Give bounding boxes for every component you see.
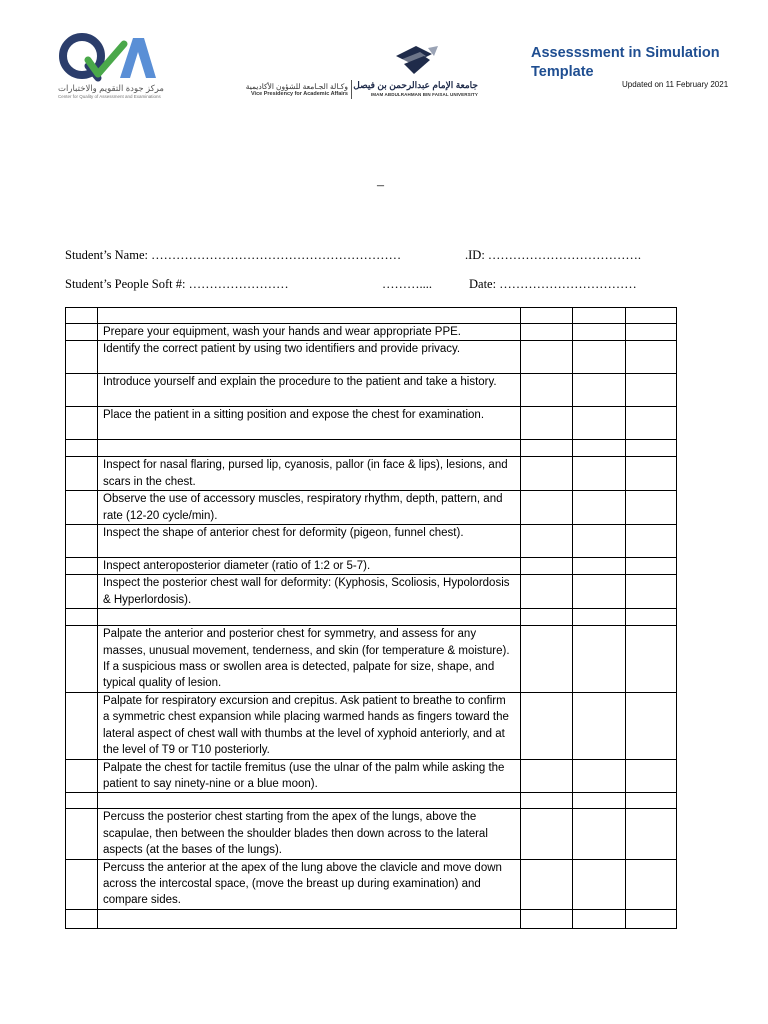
step-text-cell: Observe the use of accessory muscles, respiratory rhythm, depth, pattern, and rate (12-20 cycle/min).	[98, 491, 521, 525]
score-cell-2[interactable]	[573, 575, 626, 609]
step-text-cell: Palpate for respiratory excursion and crepitus. Ask patient to breathe to confirm a symmetric chest expansion while placing warmed hands as fingers toward the lateral aspect of chest wall with thumbs at the level of xyphoid anteriorly, and at the level of T9 or T10 posteriorly.	[98, 692, 521, 759]
table-row	[66, 407, 677, 440]
vice-presidency-english: Vice Presidency for Academic Affairs	[250, 91, 348, 97]
step-text-cell: Palpate the anterior and posterior chest for symmetry, and assess for any masses, unusual movement, tenderness, and skin (for temperature & moisture). If a suspicious mass or swollen area is detected, palpate for size, shape, and typical quality of lesion.	[98, 626, 521, 693]
score-cell-2[interactable]	[573, 759, 626, 793]
university-arabic-name: جامعة الإمام عبدالرحمن بن فيصل	[353, 80, 478, 90]
score-cell-3[interactable]	[626, 759, 677, 793]
row-number-cell	[66, 909, 98, 928]
row-number-cell	[66, 374, 98, 407]
updated-date: Updated on 11 February 2021	[622, 80, 729, 89]
student-id-field[interactable]: .ID: ……………………………….	[465, 248, 642, 262]
row-number-cell	[66, 558, 98, 575]
table-row	[66, 692, 677, 759]
score-cell-1[interactable]	[521, 374, 573, 407]
score-cell-1[interactable]	[521, 341, 573, 374]
step-text-cell: Inspect anteroposterior diameter (ratio of 1:2 or 5-7).	[98, 558, 521, 575]
score-cell-3[interactable]	[626, 909, 677, 928]
score-cell-1[interactable]	[521, 626, 573, 693]
table-row	[66, 609, 677, 626]
score-cell-2[interactable]	[573, 491, 626, 525]
row-number-cell	[66, 308, 98, 324]
score-cell-3[interactable]	[626, 558, 677, 575]
table-row	[66, 308, 677, 324]
score-cell-3[interactable]	[626, 626, 677, 693]
score-cell-1[interactable]	[521, 491, 573, 525]
score-cell-3[interactable]	[626, 374, 677, 407]
score-cell-2[interactable]	[573, 809, 626, 859]
score-cell-2[interactable]	[573, 558, 626, 575]
score-cell-3[interactable]	[626, 440, 677, 457]
score-cell-2[interactable]	[573, 793, 626, 809]
score-cell-2[interactable]	[573, 374, 626, 407]
score-cell-3[interactable]	[626, 457, 677, 491]
table-row	[66, 558, 677, 575]
table-row	[66, 341, 677, 374]
step-text-cell	[98, 308, 521, 324]
row-number-cell	[66, 341, 98, 374]
step-text-cell: Percuss the anterior at the apex of the lung above the clavicle and move down across the intercostal space, (move the breast up during examination) and compare sides.	[98, 859, 521, 909]
score-cell-2[interactable]	[573, 341, 626, 374]
university-english-name: IMAM ABDULRAHMAN BIN FAISAL UNIVERSITY	[370, 92, 478, 97]
checklist-body	[66, 308, 677, 929]
score-cell-2[interactable]	[573, 609, 626, 626]
step-text-cell: Palpate the chest for tactile fremitus (use the ulnar of the palm while asking the patient to say ninety-nine or a blue moon).	[98, 759, 521, 793]
row-number-cell	[66, 491, 98, 525]
score-cell-3[interactable]	[626, 491, 677, 525]
table-row	[66, 324, 677, 341]
step-text-cell: Percuss the posterior chest starting from the apex of the lungs, above the scapulae, then between the shoulder blades then down across to the lateral aspects (at the bases of the lungs).	[98, 809, 521, 859]
step-text-cell: Identify the correct patient by using two identifiers and provide privacy.	[98, 341, 521, 374]
score-cell-2[interactable]	[573, 324, 626, 341]
row-number-cell	[66, 609, 98, 626]
score-cell-2[interactable]	[573, 407, 626, 440]
score-cell-1[interactable]	[521, 525, 573, 558]
score-cell-2[interactable]	[573, 525, 626, 558]
table-row	[66, 793, 677, 809]
title-line-1: Assesssment in Simulation	[531, 45, 720, 61]
score-cell-3[interactable]	[626, 308, 677, 324]
score-cell-3[interactable]	[626, 692, 677, 759]
step-text-cell: Prepare your equipment, wash your hands and wear appropriate PPE.	[98, 324, 521, 341]
step-text-cell: Inspect the posterior chest wall for deformity: (Kyphosis, Scoliosis, Hypolordosis & Hyperlordosis).	[98, 575, 521, 609]
table-row	[66, 809, 677, 859]
score-cell-1[interactable]	[521, 407, 573, 440]
qa-english-name: Center for Quality of Assessment and Examinations	[58, 94, 161, 99]
score-cell-3[interactable]	[626, 407, 677, 440]
score-cell-2[interactable]	[573, 308, 626, 324]
checklist-table	[65, 307, 677, 929]
row-number-cell	[66, 575, 98, 609]
row-number-cell	[66, 525, 98, 558]
step-text-cell: Inspect for nasal flaring, pursed lip, cyanosis, pallor (in face & lips), lesions, and scars in the chest.	[98, 457, 521, 491]
step-text-cell	[98, 609, 521, 626]
score-cell-1[interactable]	[521, 308, 573, 324]
row-number-cell	[66, 324, 98, 341]
score-cell-1[interactable]	[521, 575, 573, 609]
document-title	[531, 44, 751, 82]
score-cell-3[interactable]	[626, 575, 677, 609]
row-number-cell	[66, 626, 98, 693]
score-cell-3[interactable]	[626, 809, 677, 859]
table-row	[66, 909, 677, 928]
step-text-cell: Place the patient in a sitting position and expose the chest for examination.	[98, 407, 521, 440]
dash-mark: –	[377, 178, 384, 193]
table-row	[66, 575, 677, 609]
table-row	[66, 626, 677, 693]
date-field[interactable]: Date: ……………………………	[469, 277, 637, 291]
vice-presidency-arabic: وكـالة الجـامعة للشؤون الأكاديمية	[245, 82, 348, 91]
step-text-cell: Introduce yourself and explain the procedure to the patient and take a history.	[98, 374, 521, 407]
row-number-cell	[66, 793, 98, 809]
table-row	[66, 525, 677, 558]
score-cell-1[interactable]	[521, 558, 573, 575]
score-cell-1[interactable]	[521, 909, 573, 928]
score-cell-1[interactable]	[521, 457, 573, 491]
score-cell-1[interactable]	[521, 793, 573, 809]
score-cell-3[interactable]	[626, 341, 677, 374]
logo-separator	[351, 80, 352, 99]
row-number-cell	[66, 440, 98, 457]
score-cell-3[interactable]	[626, 324, 677, 341]
score-cell-1[interactable]	[521, 809, 573, 859]
score-cell-3[interactable]	[626, 859, 677, 909]
table-row	[66, 491, 677, 525]
score-cell-1[interactable]	[521, 609, 573, 626]
row-number-cell	[66, 692, 98, 759]
table-row	[66, 440, 677, 457]
step-text-cell	[98, 793, 521, 809]
score-cell-2[interactable]	[573, 909, 626, 928]
row-number-cell	[66, 809, 98, 859]
dotted-blank[interactable]: ………....	[382, 277, 432, 291]
score-cell-3[interactable]	[626, 793, 677, 809]
score-cell-3[interactable]	[626, 609, 677, 626]
step-text-cell	[98, 440, 521, 457]
step-text-cell	[98, 909, 521, 928]
step-text-cell: Inspect the shape of anterior chest for deformity (pigeon, funnel chest).	[98, 525, 521, 558]
score-cell-2[interactable]	[573, 440, 626, 457]
row-number-cell	[66, 407, 98, 440]
score-cell-1[interactable]	[521, 759, 573, 793]
score-cell-1[interactable]	[521, 859, 573, 909]
table-row	[66, 859, 677, 909]
table-row	[66, 457, 677, 491]
row-number-cell	[66, 457, 98, 491]
score-cell-1[interactable]	[521, 440, 573, 457]
row-number-cell	[66, 759, 98, 793]
title-line-2: Template	[531, 64, 594, 80]
score-cell-1[interactable]	[521, 692, 573, 759]
university-emblem-icon	[392, 44, 440, 78]
score-cell-2[interactable]	[573, 859, 626, 909]
score-cell-3[interactable]	[626, 525, 677, 558]
score-cell-1[interactable]	[521, 324, 573, 341]
score-cell-2[interactable]	[573, 626, 626, 693]
people-soft-field[interactable]: Student’s People Soft #: ……………………	[65, 277, 289, 291]
table-row	[66, 759, 677, 793]
qa-arabic-name: مركز جودة التقويم والاختبارات	[58, 83, 164, 93]
score-cell-2[interactable]	[573, 692, 626, 759]
qa-logo-mark	[58, 32, 158, 84]
row-number-cell	[66, 859, 98, 909]
score-cell-2[interactable]	[573, 457, 626, 491]
table-row	[66, 374, 677, 407]
student-name-field[interactable]: Student’s Name: ……………………………………………………	[65, 248, 402, 262]
